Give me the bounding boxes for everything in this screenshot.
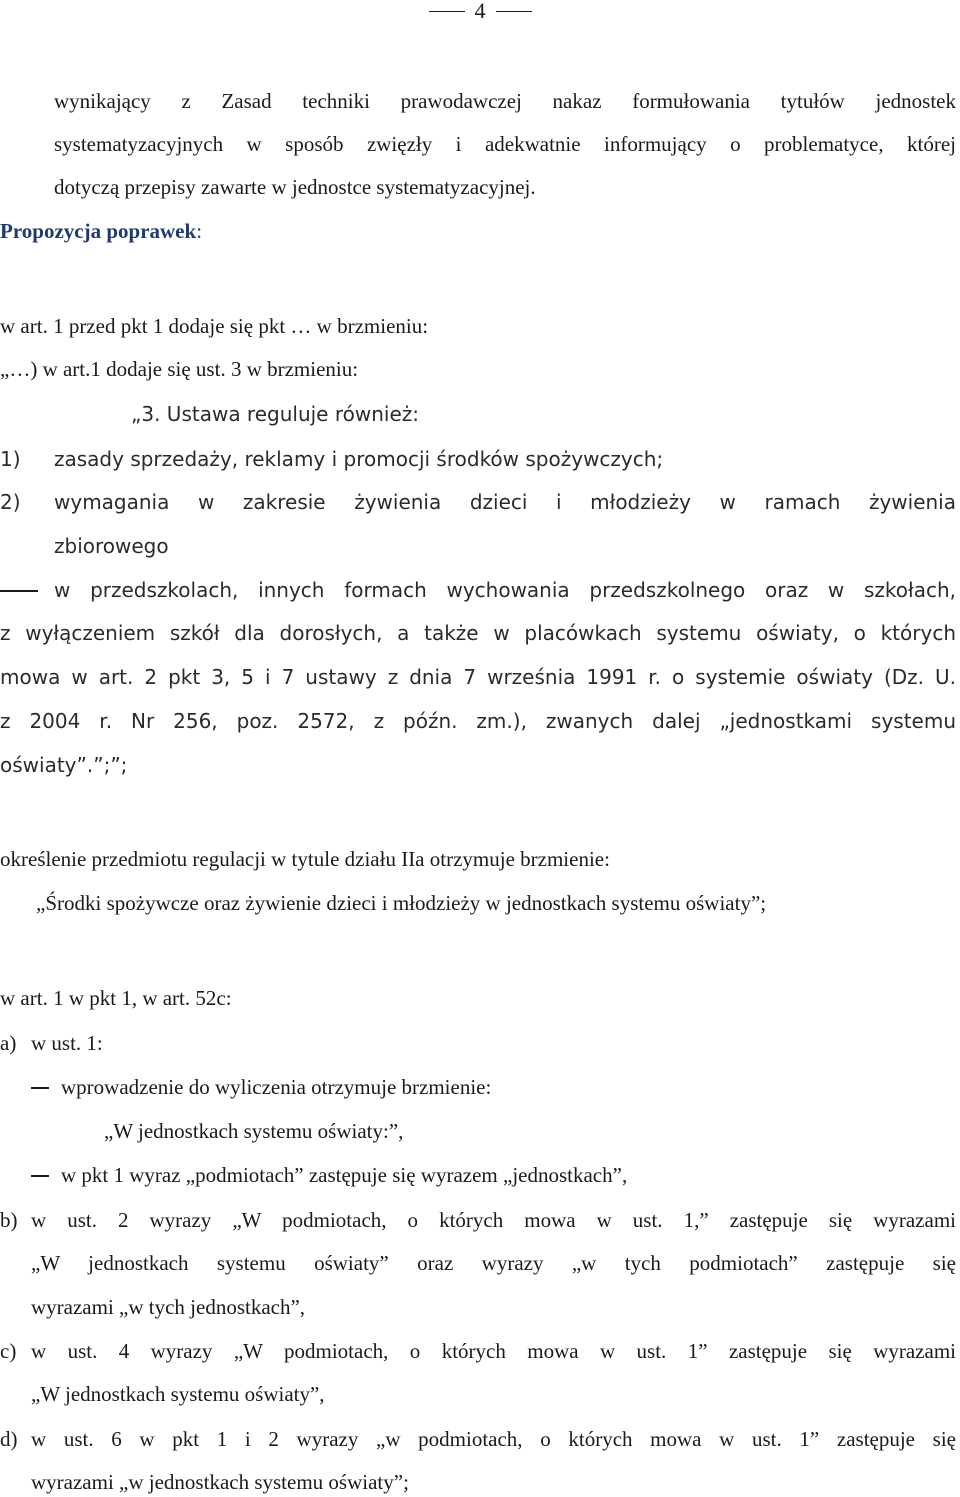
page-number-dash-right — [496, 11, 532, 13]
dash-marker — [0, 590, 38, 592]
point-text-line — [0, 620, 956, 646]
text-line: oświaty”.”;”; — [0, 753, 128, 777]
text-line: w ust. 1: — [31, 1031, 103, 1055]
text-line: mowa w art. 2 pkt 3, 5 i 7 ustawy z dnia 7 września 1991 r. o systemie oświaty (Dz. U. — [0, 665, 956, 689]
text-line: zbiorowego — [54, 534, 169, 558]
proposals-heading — [0, 218, 202, 244]
paragraph-line — [31, 1207, 956, 1233]
text-line: „…) w art.1 dodaje się ust. 3 w brzmieniu: — [0, 357, 359, 381]
text-line: w ust. 4 wyrazy „W podmiotach, o których mowa w ust. 1” zastępuje się wyrazami — [31, 1339, 956, 1363]
text-line: systematyzacyjnych w sposób zwięzły i adekwatnie informujący o problematyce, której — [54, 132, 956, 156]
text-line: „W jednostkach systemu oświaty” oraz wyrazy „w tych podmiotach” zastępuje się — [31, 1251, 956, 1275]
point-text: zasady sprzedaży, reklamy i promocji środków spożywczych; — [54, 447, 664, 471]
text-line: „W jednostkach systemu oświaty”, — [31, 1382, 325, 1406]
paragraph-line — [31, 1250, 956, 1276]
paragraph-line — [31, 1426, 956, 1452]
paragraph-line — [31, 1338, 956, 1364]
text-line: w art. 1 przed pkt 1 dodaje się pkt … w brzmieniu: — [0, 314, 429, 338]
letter-marker: a) — [0, 1031, 17, 1055]
quoted-article: „3. Ustawa reguluje również: — [131, 402, 419, 426]
point-marker: 1) — [0, 447, 21, 471]
text-line: wymagania w zakresie żywienia dzieci i młodzieży w ramach żywienia — [54, 490, 956, 514]
page-number-dash-left — [429, 11, 465, 13]
dash-marker — [31, 1175, 49, 1177]
letter-marker: d) — [0, 1427, 18, 1451]
page-number-value: 4 — [474, 0, 486, 23]
text-line: w przedszkolach, innych formach wychowania przedszkolnego oraz w szkołach, — [54, 578, 956, 602]
text-line: w pkt 1 wyraz „podmiotach” zastępuje się wyrazem „jednostkach”, — [61, 1163, 628, 1187]
text-line: w art. 1 w pkt 1, w art. 52c: — [0, 986, 232, 1010]
text-line: w ust. 2 wyrazy „W podmiotach, o których mowa w ust. 1,” zastępuje się wyrazami — [31, 1208, 956, 1232]
dash-marker — [31, 1087, 49, 1089]
text-line: w ust. 6 w pkt 1 i 2 wyrazy „w podmiotach, o których mowa w ust. 1” zastępuje się — [31, 1427, 956, 1451]
paragraph-line — [54, 88, 956, 114]
text-line: „W jednostkach systemu oświaty:”, — [104, 1119, 404, 1143]
text-line: z 2004 r. Nr 256, poz. 2572, z późn. zm.), zwanych dalej „jednostkami systemu — [0, 709, 956, 733]
text-line: dotyczą przepisy zawarte w jednostce systematyzacyjnej. — [54, 175, 536, 199]
point-text-line — [54, 577, 956, 603]
page-number — [0, 0, 960, 24]
text-line: wynikający z Zasad techniki prawodawczej nakaz formułowania tytułów jednostek — [54, 89, 956, 113]
point-marker: 2) — [0, 490, 21, 514]
text-line: wprowadzenie do wyliczenia otrzymuje brzmienie: — [61, 1075, 492, 1099]
letter-marker: c) — [0, 1339, 17, 1363]
text-line: wyrazami „w jednostkach systemu oświaty”; — [31, 1470, 409, 1494]
letter-marker: b) — [0, 1208, 18, 1232]
proposals-heading-bold: Propozycja poprawek — [0, 219, 197, 243]
text-line: z wyłączeniem szkół dla dorosłych, a także w placówkach systemu oświaty, o których — [0, 621, 956, 645]
point-text-line — [54, 489, 956, 515]
text-line: wyrazami „w tych jednostkach”, — [31, 1295, 306, 1319]
point-text-line — [0, 664, 956, 690]
paragraph-line — [54, 131, 956, 157]
text-line: określenie przedmiotu regulacji w tytule działu IIa otrzymuje brzmienie: — [0, 847, 610, 871]
point-text-line — [0, 708, 956, 734]
quoted-title: „Środki spożywcze oraz żywienie dzieci i młodzieży w jednostkach systemu oświaty”; — [36, 891, 767, 915]
proposals-heading-colon: : — [196, 219, 203, 243]
